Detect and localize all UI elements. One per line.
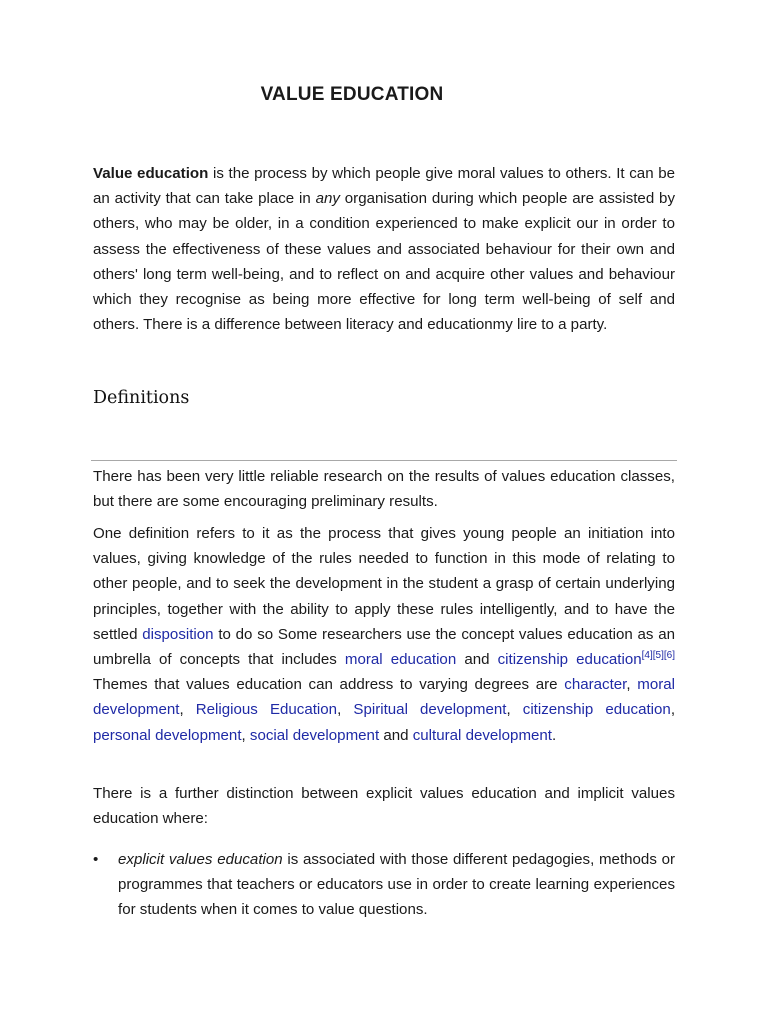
link-cultural-development[interactable]: cultural development xyxy=(412,726,552,744)
def2-text-6: . xyxy=(552,726,557,744)
separator: , xyxy=(670,701,676,719)
def2-text-1: One definition refers to it as the process that gives young people an initiation into values, giving knowledge of the rules needed to function in this mode of relating to other people, and to seek the development in the student a grasp of certain underlying principles, together with the ability to apply these rules intelligently, and to have the settled xyxy=(93,525,675,643)
intro-term: Value education xyxy=(93,165,209,182)
link-moral-development[interactable]: moral development xyxy=(93,676,675,719)
separator: , xyxy=(179,701,196,719)
def2-text-5: and xyxy=(379,726,413,744)
intro-text-2: organisation during which people are assisted by others, who may be older, in a condition experienced to make explicit our in order to assess the effectiveness of these values and associated behaviour for their own and others' long term well-being, and to reflect on and acquire other values and behaviour which they recognise as being more effective for long term well-being of self and others. There is a difference between literacy and educationmy lire to a party. xyxy=(93,190,675,334)
reference-markers[interactable]: [4][5][6] xyxy=(641,649,675,661)
bullet-icon: • xyxy=(93,851,99,868)
definitions-paragraph-2 xyxy=(93,521,675,748)
link-religious-education[interactable]: Religious Education xyxy=(195,701,338,719)
page-title: VALUE EDUCATION xyxy=(260,84,444,105)
bullet-text: is associated with those different pedagogies, methods or programmes that teachers or educators use in order to create learning experiences for students when it comes to value questions. xyxy=(118,851,675,919)
definitions-heading: Definitions xyxy=(93,388,190,408)
intro-text-1: is the process by which people give moral values to others. It can be an activity that can take place in xyxy=(93,165,675,208)
def2-text-2: to do so Some researchers use the concept values education as an umbrella of concepts that includes xyxy=(93,625,676,669)
intro-emphasis: any xyxy=(315,190,340,208)
definitions-paragraph-3-text: There is a further distinction between explicit values education and implicit values education where: xyxy=(93,785,675,828)
separator: , xyxy=(241,726,250,744)
separator: , xyxy=(506,701,523,719)
link-character[interactable]: character xyxy=(564,676,627,694)
link-moral-education[interactable]: moral education xyxy=(344,651,457,669)
link-personal-development[interactable]: personal development xyxy=(93,726,242,744)
link-citizenship-education-2[interactable]: citizenship education xyxy=(522,701,671,719)
link-citizenship-education[interactable]: citizenship education xyxy=(497,651,642,669)
definitions-paragraph-1-text: There has been very little reliable research on the results of values education classes, but there are some encouraging preliminary results. xyxy=(93,468,675,511)
link-disposition[interactable]: disposition xyxy=(142,625,214,643)
bullet-list xyxy=(93,847,675,923)
separator: , xyxy=(626,676,638,694)
definitions-paragraph-1 xyxy=(93,464,675,514)
intro-paragraph xyxy=(93,161,675,337)
definitions-paragraph-3 xyxy=(93,781,675,831)
link-spiritual-development[interactable]: Spiritual development xyxy=(353,701,507,719)
link-social-development[interactable]: social development xyxy=(249,726,380,744)
separator: , xyxy=(337,701,354,719)
section-divider xyxy=(91,460,677,461)
def2-text-4: Themes that values education can address to varying degrees are xyxy=(93,676,565,694)
bullet-emphasis: explicit values education xyxy=(118,851,283,868)
list-item xyxy=(93,847,675,923)
def2-text-3: and xyxy=(456,651,498,669)
